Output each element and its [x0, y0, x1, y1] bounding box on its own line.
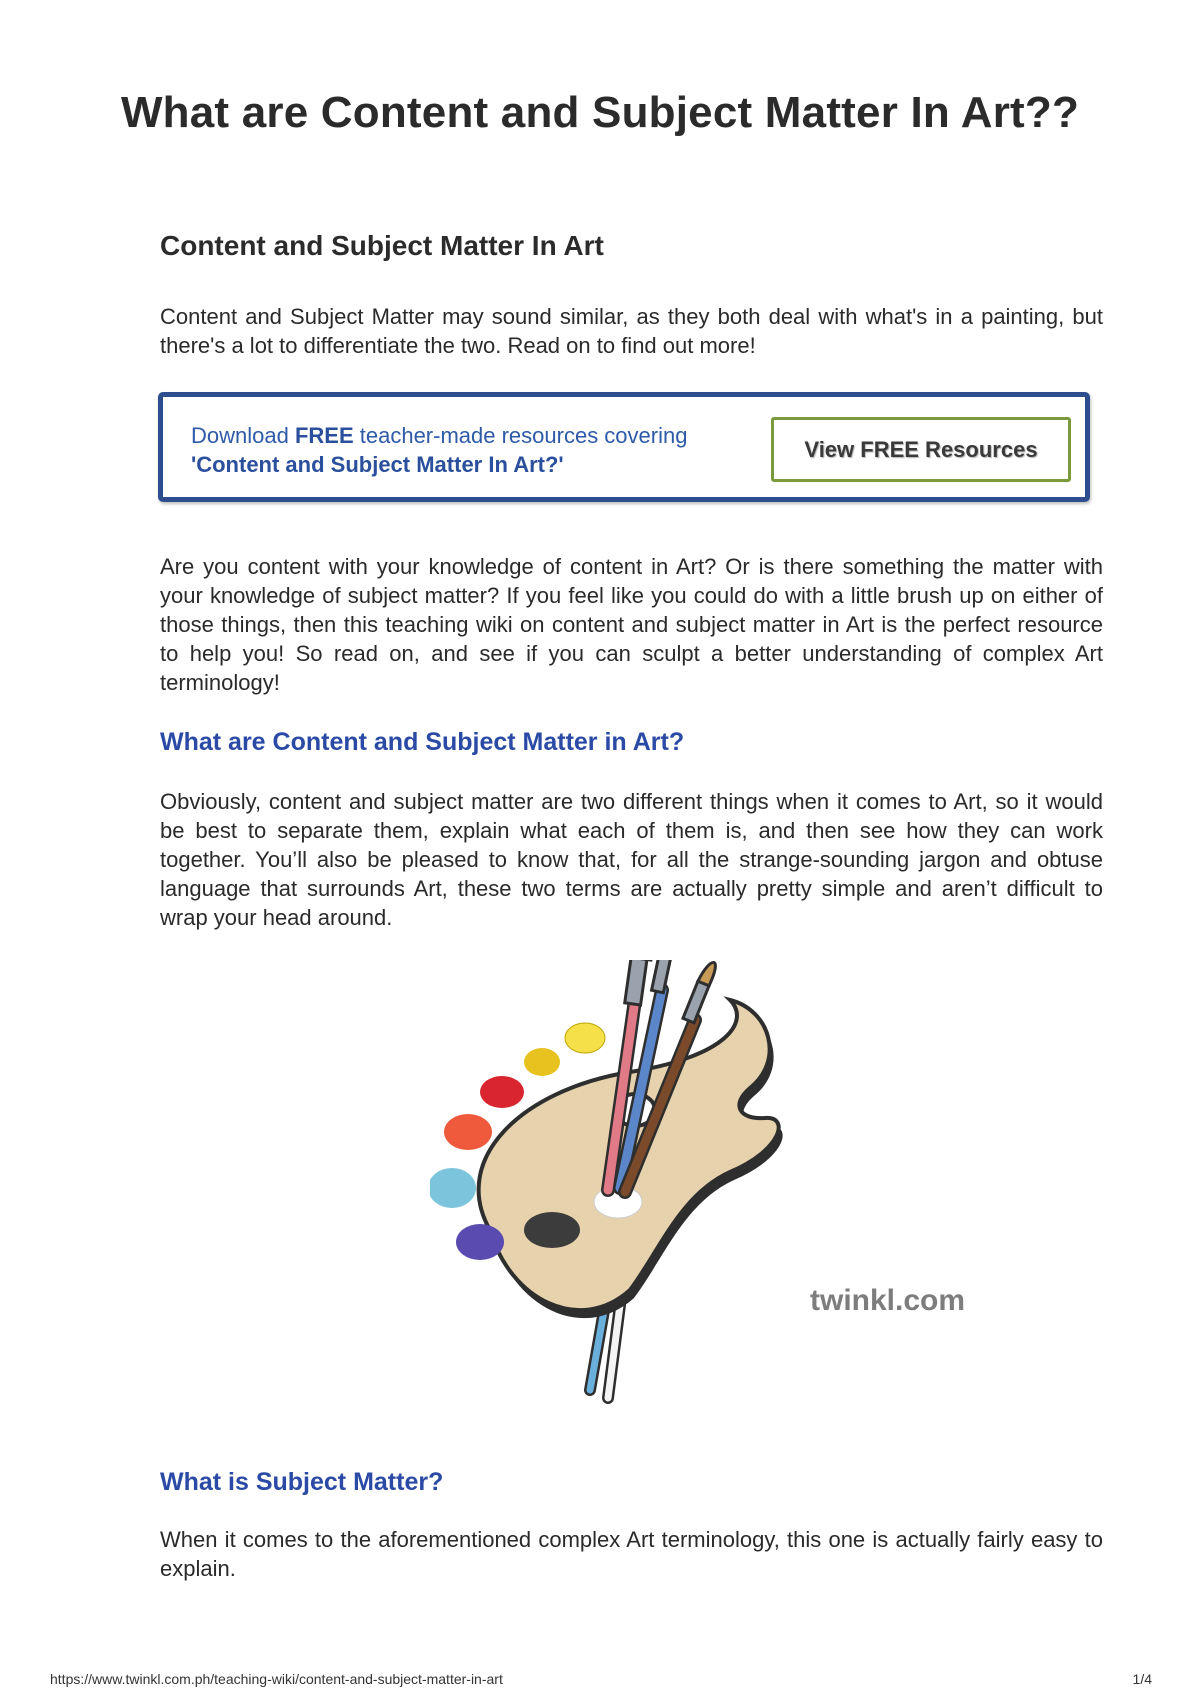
paint-orange	[444, 1114, 492, 1150]
callout-topic[interactable]: 'Content and Subject Matter In Art?'	[191, 452, 564, 477]
paint-palette-illustration	[430, 960, 1060, 1420]
callout-prefix: Download	[191, 423, 295, 448]
when-paragraph: When it comes to the aforementioned complex Art terminology, this one is actually fairly easy to explain.	[160, 1527, 1103, 1581]
paint-yellow	[565, 1023, 605, 1053]
section-title: Content and Subject Matter In Art	[160, 230, 604, 261]
callout-free: FREE	[294, 423, 354, 448]
twinkl-watermark: twinkl.com	[810, 1284, 966, 1317]
footer-url[interactable]: https://www.twinkl.com.ph/teaching-wiki/content-and-subject-matter-in-art	[50, 1671, 503, 1687]
question-paragraph: Are you content with your knowledge of content in Art? Or is there something the matter with your knowledge of subject matter? If you feel like you could do with a little brush up on either of those things, then this teaching wiki on content and subject matter in Art is the perfect resource to help you! So read on, and see if you can sculpt a better understanding of complex Art terminology!	[160, 554, 1103, 695]
paint-black	[524, 1212, 580, 1248]
callout-suffix: teacher-made resources covering	[353, 423, 688, 448]
paint-red	[480, 1076, 524, 1108]
paint-lightblue	[430, 1168, 476, 1208]
intro-paragraph: Content and Subject Matter may sound similar, as they both deal with what's in a painting, but there's a lot to differentiate the two. Read on to find out more!	[160, 304, 1103, 358]
footer-page-number: 1/4	[1132, 1671, 1152, 1687]
callout-text	[191, 421, 723, 479]
heading-subject-matter: What is Subject Matter?	[160, 1468, 444, 1496]
obviously-paragraph: Obviously, content and subject matter are two different things when it comes to Art, so it would be best to separate them, explain what each of them is, and then see how they can work together. You’ll also be pleased to know that, for all the strange-sounding jargon and obtuse language that surrounds Art, these two terms are actually pretty simple and aren’t difficult to wrap your head around.	[160, 789, 1103, 930]
brush-handles-lower	[590, 1305, 620, 1398]
paint-purple	[456, 1224, 504, 1260]
heading-what-are: What are Content and Subject Matter in Art?	[160, 728, 685, 756]
page-title: What are Content and Subject Matter In Art??	[120, 88, 1080, 137]
view-free-resources-button[interactable]: View FREE Resources	[771, 417, 1071, 482]
paint-gold	[524, 1048, 560, 1076]
resources-callout	[158, 392, 1090, 502]
